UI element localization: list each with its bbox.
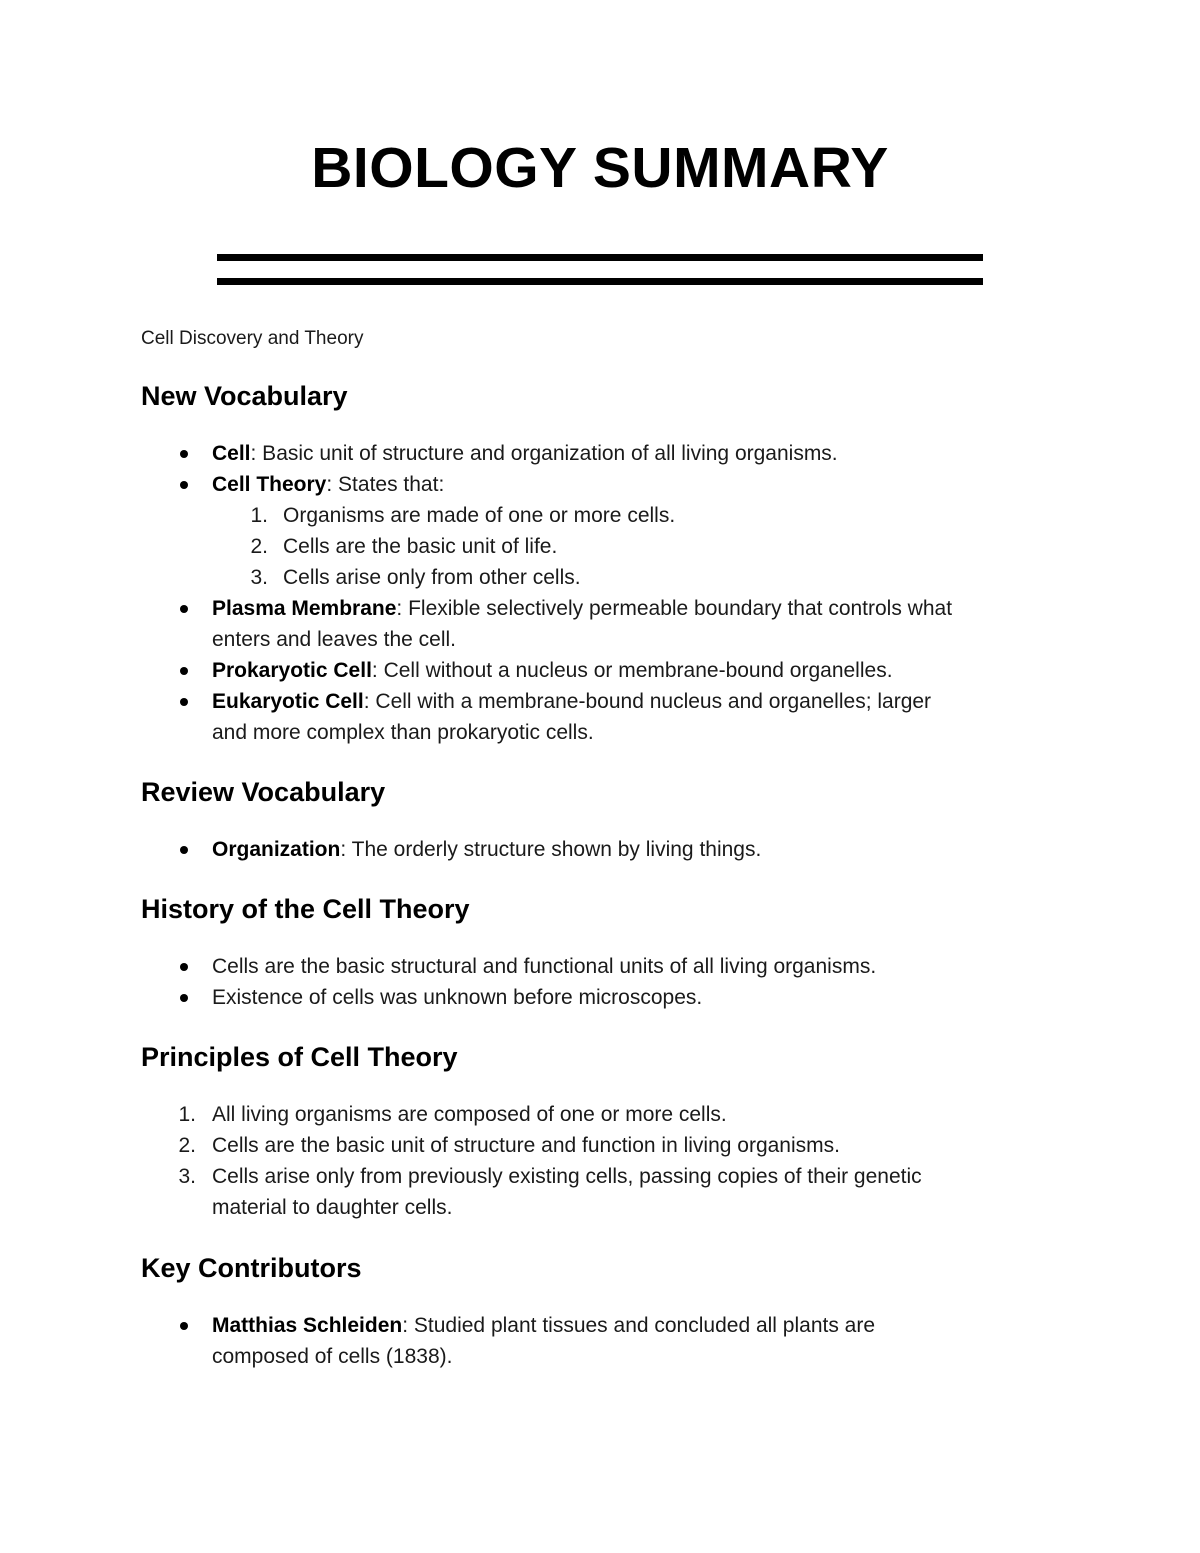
vocab-term: Eukaryotic Cell <box>212 690 364 713</box>
bullet-icon <box>180 667 188 675</box>
bullet-icon <box>180 450 188 458</box>
document-subtitle: Cell Discovery and Theory <box>141 328 364 349</box>
vocab-definition: : Cell with a membrane-bound nucleus and organelles; larger <box>363 690 932 713</box>
principle-item: Cells are the basic unit of structure and function in living organisms. <box>212 1134 840 1157</box>
cell-theory-point: Organisms are made of one or more cells. <box>283 504 676 527</box>
heading-principles-cell-theory: Principles of Cell Theory <box>141 1042 458 1072</box>
heading-key-contributors: Key Contributors <box>141 1253 362 1283</box>
vocab-definition: : The orderly structure shown by living things. <box>340 838 762 861</box>
bullet-icon <box>180 1322 188 1330</box>
principle-item-continued: material to daughter cells. <box>212 1196 453 1219</box>
list-number: 1. <box>178 1103 196 1126</box>
vocab-definition: : States that: <box>326 473 445 496</box>
cell-theory-point: Cells are the basic unit of life. <box>283 535 558 558</box>
vocab-item-plasma-membrane <box>212 596 952 621</box>
contributor-description: : Studied plant tissues and concluded all plants are <box>402 1314 876 1337</box>
principle-item: All living organisms are composed of one or more cells. <box>212 1103 727 1126</box>
vocab-definition-continued: enters and leaves the cell. <box>212 628 456 651</box>
heading-history-cell-theory: History of the Cell Theory <box>141 894 470 924</box>
list-number: 3. <box>250 566 268 589</box>
contributor-description-continued: composed of cells (1838). <box>212 1345 453 1368</box>
bullet-icon <box>180 698 188 706</box>
title-rule-bottom <box>217 278 983 285</box>
list-number: 2. <box>178 1134 196 1157</box>
vocab-term: Organization <box>212 838 341 861</box>
vocab-item-cell-theory <box>212 472 444 497</box>
vocab-definition: : Basic unit of structure and organization of all living organisms. <box>250 442 838 465</box>
bullet-icon <box>180 481 188 489</box>
list-item: Existence of cells was unknown before microscopes. <box>212 986 703 1009</box>
vocab-item-prokaryotic-cell <box>212 658 893 683</box>
contributor-name: Matthias Schleiden <box>212 1314 403 1337</box>
principle-item: Cells arise only from previously existing cells, passing copies of their genetic <box>212 1165 922 1188</box>
vocab-definition-continued: and more complex than prokaryotic cells. <box>212 721 594 744</box>
contributor-item-schleiden <box>212 1313 875 1338</box>
cell-theory-point: Cells arise only from other cells. <box>283 566 581 589</box>
heading-new-vocabulary: New Vocabulary <box>141 381 348 411</box>
vocab-definition: : Flexible selectively permeable boundary that controls what <box>396 597 953 620</box>
title-rule-top <box>217 254 983 261</box>
list-number: 2. <box>250 535 268 558</box>
vocab-term: Cell Theory <box>212 473 327 496</box>
vocab-term: Prokaryotic Cell <box>212 659 372 682</box>
vocab-item-cell <box>212 441 838 466</box>
vocab-item-organization <box>212 837 761 862</box>
list-number: 3. <box>178 1165 196 1188</box>
vocab-term: Cell <box>212 442 251 465</box>
heading-review-vocabulary: Review Vocabulary <box>141 777 386 807</box>
list-number: 1. <box>250 504 268 527</box>
document-title: BIOLOGY SUMMARY <box>311 136 889 200</box>
bullet-icon <box>180 846 188 854</box>
list-item: Cells are the basic structural and functional units of all living organisms. <box>212 955 877 978</box>
bullet-icon <box>180 994 188 1002</box>
bullet-icon <box>180 963 188 971</box>
vocab-term: Plasma Membrane <box>212 597 397 620</box>
vocab-item-eukaryotic-cell <box>212 689 931 714</box>
vocab-definition: : Cell without a nucleus or membrane-bound organelles. <box>371 659 893 682</box>
bullet-icon <box>180 605 188 613</box>
